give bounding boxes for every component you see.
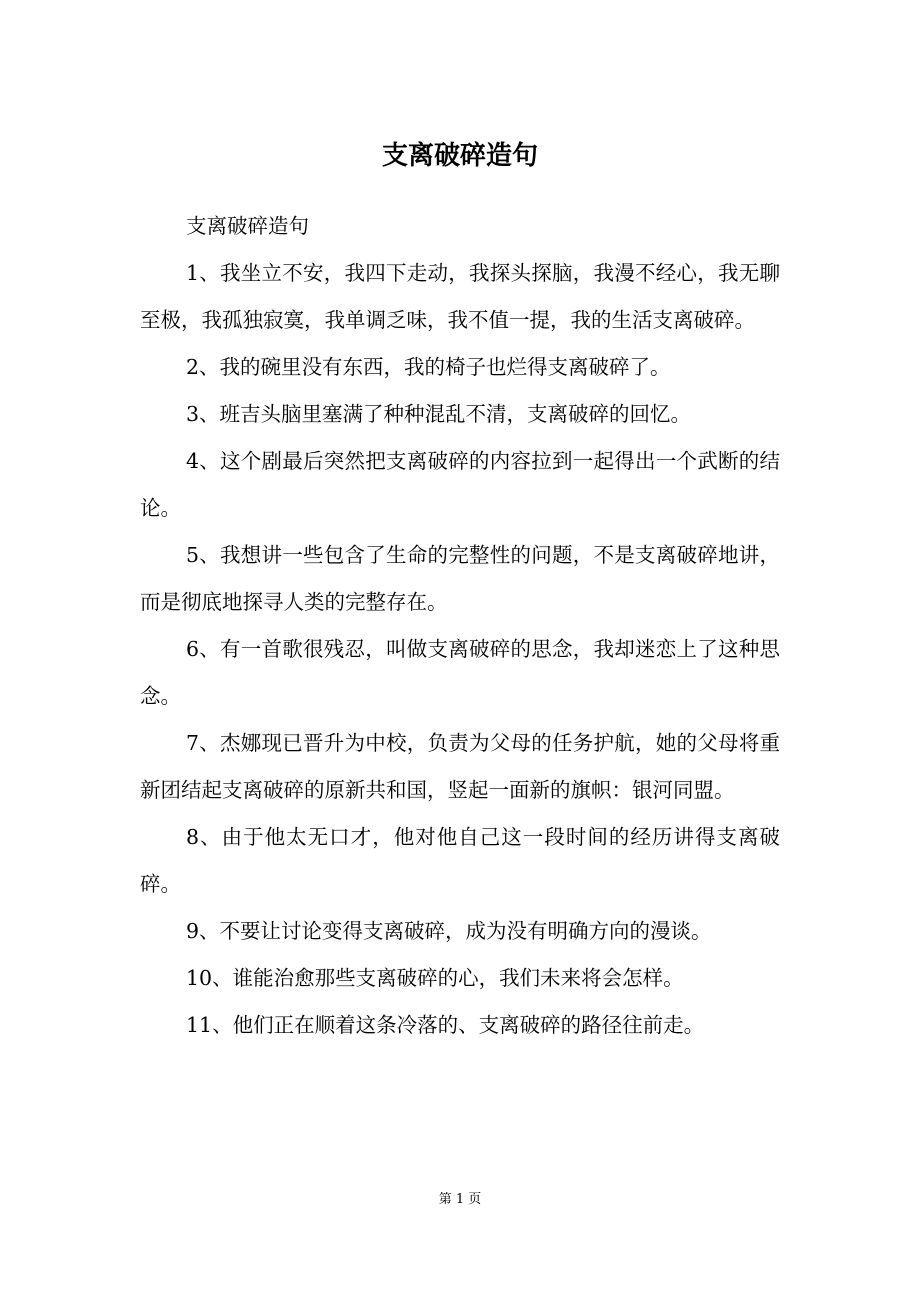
- sentence-paragraph-6: 6、有一首歌很残忍，叫做支离破碎的思念，我却迷恋上了这种思念。: [140, 637, 780, 708]
- subtitle-paragraph: 支离破碎造句: [186, 214, 309, 238]
- sentence-paragraph-4: 4、这个剧最后突然把支离破碎的内容拉到一起得出一个武断的结论。: [140, 449, 780, 520]
- document-body: [140, 203, 780, 1049]
- sentence-paragraph-8: 8、由于他太无口才，他对他自己这一段时间的经历讲得支离破碎。: [140, 825, 780, 896]
- page-number-footer: 第 1 页: [438, 1192, 482, 1207]
- sentence-paragraph-11: 11、他们正在顺着这条冷落的、支离破碎的路径往前走。: [186, 1013, 705, 1037]
- sentence-paragraph-7: 7、杰娜现已晋升为中校，负责为父母的任务护航，她的父母将重新团结起支离破碎的原新共和国，竖起一面新的旗帜：银河同盟。: [140, 731, 780, 802]
- sentence-paragraph-9: 9、不要让讨论变得支离破碎，成为没有明确方向的漫谈。: [186, 919, 712, 943]
- sentence-paragraph-3: 3、班吉头脑里塞满了种种混乱不清，支离破碎的回忆。: [186, 402, 692, 426]
- sentence-paragraph-1: 1、我坐立不安，我四下走动，我探头探脑，我漫不经心，我无聊至极，我孤独寂寞，我单调乏味，我不值一提，我的生活支离破碎。: [140, 261, 780, 332]
- document-title: 支离破碎造句: [381, 141, 538, 171]
- sentence-paragraph-5: 5、我想讲一些包含了生命的完整性的问题，不是支离破碎地讲，而是彻底地探寻人类的完整存在。: [140, 543, 780, 614]
- sentence-paragraph-10: 10、谁能治愈那些支离破碎的心，我们未来将会怎样。: [186, 966, 684, 990]
- sentence-paragraph-2: 2、我的碗里没有东西，我的椅子也烂得支离破碎了。: [186, 355, 671, 379]
